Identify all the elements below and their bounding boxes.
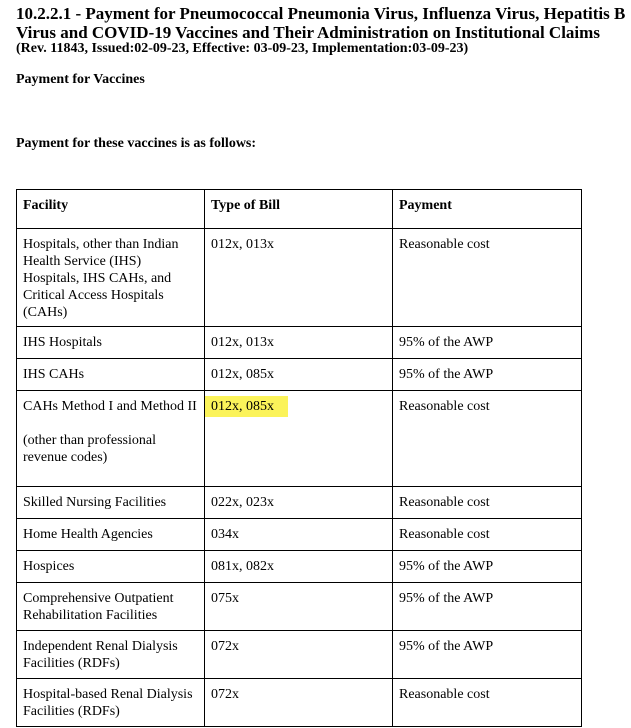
payment-cell: 95% of the AWP: [393, 583, 582, 631]
section-title: 10.2.2.1 - Payment for Pneumococcal Pneumonia Virus, Influenza Virus, Hepatitis B Virus and COVID-19 Vaccines and Their Administration on Institutional Claims: [16, 4, 626, 42]
facility-text: CAHs Method I and Method II: [23, 399, 197, 414]
table-row: [17, 359, 582, 391]
highlighted-bill-text: 012x, 085x: [205, 396, 288, 417]
bill-cell: 012x, 085x: [205, 359, 393, 391]
facility-cell: IHS Hospitals: [17, 327, 205, 359]
table-row: [17, 487, 582, 519]
table-header-row: [17, 190, 582, 229]
table-row: [17, 391, 582, 487]
facility-cell: Comprehensive Outpatient Rehabilitation Facilities: [17, 583, 205, 631]
table-row: [17, 551, 582, 583]
bill-cell: 034x: [205, 519, 393, 551]
payment-cell: Reasonable cost: [393, 391, 582, 487]
table-row: [17, 327, 582, 359]
table-row: [17, 679, 582, 727]
table-row: [17, 229, 582, 327]
facility-cell: Independent Renal Dialysis Facilities (RDFs): [17, 631, 205, 679]
facility-cell: IHS CAHs: [17, 359, 205, 391]
bill-cell: 012x, 013x: [205, 327, 393, 359]
payment-cell: Reasonable cost: [393, 519, 582, 551]
table-row: [17, 631, 582, 679]
intro-text: Payment for these vaccines is as follows:: [16, 136, 257, 151]
vaccine-payment-table: [16, 189, 582, 727]
payment-cell: Reasonable cost: [393, 679, 582, 727]
header-type-of-bill: Type of Bill: [205, 190, 393, 229]
facility-cell: Hospitals, other than Indian Health Service (IHS) Hospitals, IHS CAHs, and Critical Access Hospitals (CAHs): [17, 229, 205, 327]
table-row: [17, 583, 582, 631]
bill-cell: 072x: [205, 631, 393, 679]
facility-cell: Home Health Agencies: [17, 519, 205, 551]
bill-cell: 081x, 082x: [205, 551, 393, 583]
bill-cell: 012x, 013x: [205, 229, 393, 327]
header-facility: Facility: [17, 190, 205, 229]
facility-cell: Skilled Nursing Facilities: [17, 487, 205, 519]
payment-cell: 95% of the AWP: [393, 359, 582, 391]
facility-cell: Hospices: [17, 551, 205, 583]
bill-cell: 072x: [205, 679, 393, 727]
payment-cell: Reasonable cost: [393, 487, 582, 519]
payment-cell: 95% of the AWP: [393, 631, 582, 679]
bill-cell: 022x, 023x: [205, 487, 393, 519]
table-row: [17, 519, 582, 551]
facility-cell: Hospital-based Renal Dialysis Facilities (RDFs): [17, 679, 205, 727]
bill-cell: [205, 391, 393, 487]
payment-cell: 95% of the AWP: [393, 551, 582, 583]
revision-info: (Rev. 11843, Issued:02-09-23, Effective: 03-09-23, Implementation:03-09-23): [16, 41, 469, 56]
header-payment: Payment: [393, 190, 582, 229]
bill-cell: 075x: [205, 583, 393, 631]
payment-cell: 95% of the AWP: [393, 327, 582, 359]
facility-note: (other than professional revenue codes): [23, 433, 156, 465]
payment-cell: Reasonable cost: [393, 229, 582, 327]
subheading: Payment for Vaccines: [16, 72, 145, 87]
facility-cell: [17, 391, 205, 487]
